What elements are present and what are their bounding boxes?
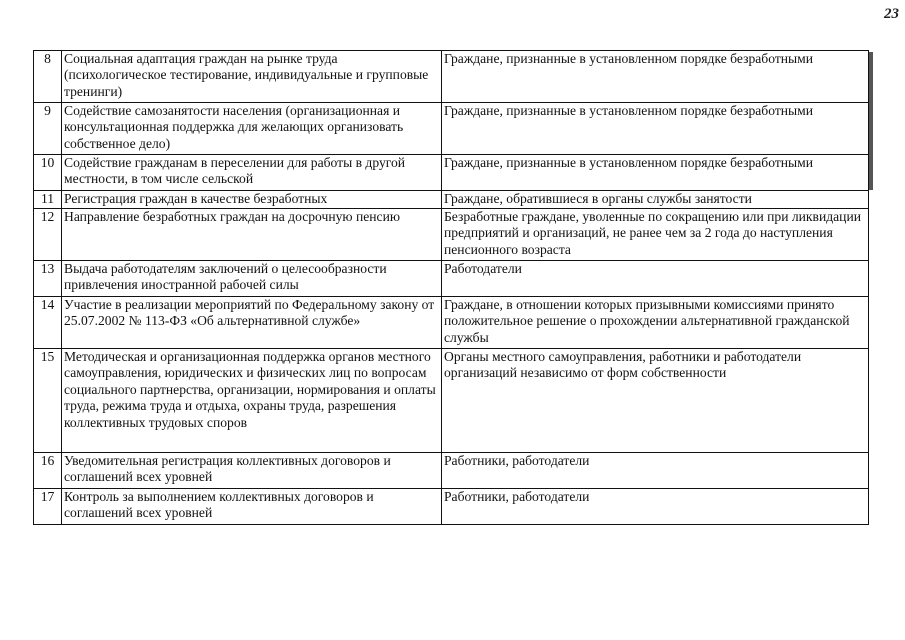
service-cell: Социальная адаптация граждан на рынке труда (психологическое тестирование, индивидуальные и групповые тренинги) — [62, 51, 442, 103]
service-cell: Выдача работодателям заключений о целесообразности привлечения иностранной рабочей силы — [62, 261, 442, 297]
recipients-cell: Граждане, признанные в установленном порядке безработными — [442, 51, 869, 103]
service-cell: Регистрация граждан в качестве безработных — [62, 191, 442, 209]
table-row — [34, 209, 869, 261]
row-number: 14 — [34, 297, 62, 349]
recipients-cell: Работники, работодатели — [442, 489, 869, 525]
row-number: 12 — [34, 209, 62, 261]
service-cell: Уведомительная регистрация коллективных договоров и соглашений всех уровней — [62, 453, 442, 489]
row-number: 11 — [34, 191, 62, 209]
table-row — [34, 103, 869, 155]
recipients-cell: Граждане, в отношении которых призывными комиссиями принято положительное решение о прохождении альтернативной гражданской службы — [442, 297, 869, 349]
recipients-cell: Органы местного самоуправления, работники и работодатели организаций независимо от форм собственности — [442, 349, 869, 453]
table-row — [34, 489, 869, 525]
service-cell: Контроль за выполнением коллективных договоров и соглашений всех уровней — [62, 489, 442, 525]
service-cell: Содействие самозанятости населения (организационная и консультационная поддержка для желающих организовать собственное дело) — [62, 103, 442, 155]
table-row — [34, 261, 869, 297]
recipients-cell: Граждане, признанные в установленном порядке безработными — [442, 155, 869, 191]
row-number: 17 — [34, 489, 62, 525]
recipients-cell: Работники, работодатели — [442, 453, 869, 489]
scan-edge-mark — [869, 52, 873, 190]
table-row — [34, 349, 869, 453]
recipients-cell: Безработные граждане, уволенные по сокращению или при ликвидации предприятий и организаций, не ранее чем за 2 года до наступления пенсионного возраста — [442, 209, 869, 261]
service-cell: Направление безработных граждан на досрочную пенсию — [62, 209, 442, 261]
page-number: 23 — [884, 6, 899, 22]
table-row — [34, 297, 869, 349]
table-row — [34, 51, 869, 103]
service-cell: Содействие гражданам в переселении для работы в другой местности, в том числе сельской — [62, 155, 442, 191]
row-number: 8 — [34, 51, 62, 103]
services-table — [33, 50, 869, 525]
row-number: 9 — [34, 103, 62, 155]
service-cell: Методическая и организационная поддержка органов местного самоуправления, юридических и физических лиц по вопросам социального партнерства, организации, нормирования и оплаты труда, режима труда и отдыха, охраны труда, разрешения коллективных трудовых споров — [62, 349, 442, 453]
row-number: 15 — [34, 349, 62, 453]
row-number: 13 — [34, 261, 62, 297]
recipients-cell: Работодатели — [442, 261, 869, 297]
recipients-cell: Граждане, признанные в установленном порядке безработными — [442, 103, 869, 155]
table-row — [34, 191, 869, 209]
service-cell: Участие в реализации мероприятий по Федеральному закону от 25.07.2002 № 113-ФЗ «Об альтернативной службе» — [62, 297, 442, 349]
recipients-cell: Граждане, обратившиеся в органы службы занятости — [442, 191, 869, 209]
row-number: 16 — [34, 453, 62, 489]
row-number: 10 — [34, 155, 62, 191]
table-row — [34, 453, 869, 489]
table-row — [34, 155, 869, 191]
